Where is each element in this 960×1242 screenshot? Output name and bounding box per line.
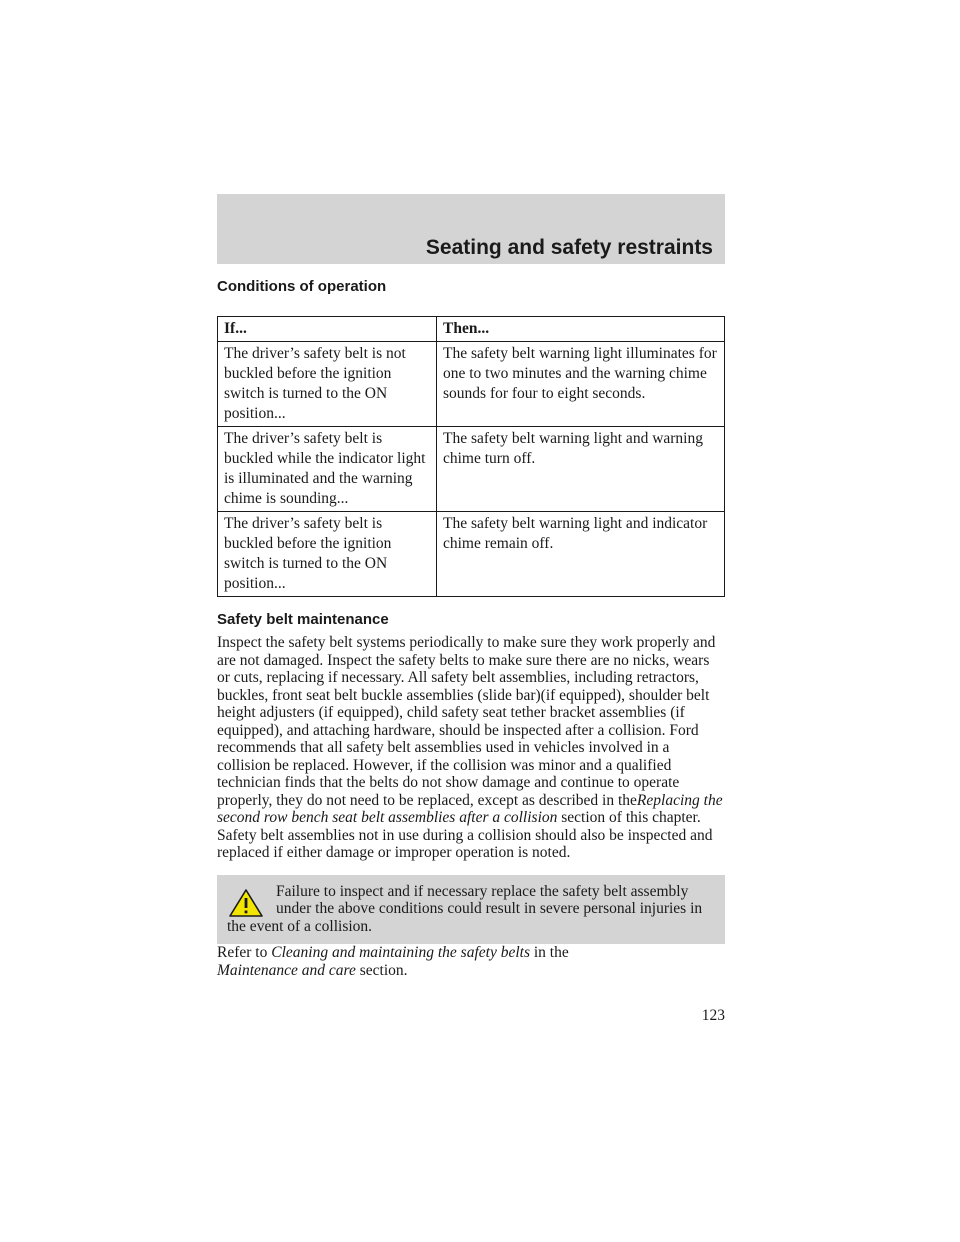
page-section-title: Seating and safety restraints (425, 236, 713, 259)
table-cell-then: The safety belt warning light and indicator chime remain off. (437, 512, 725, 597)
table-cell-if: The driver’s safety belt is buckled while the indicator light is illuminated and the warning chime is sounding... (218, 427, 437, 512)
refer-middle: in the (533, 944, 569, 961)
maintenance-text-part2: section of this chapter. Safety belt assemblies not in use during a collision should also be inspected and replaced if either damage or improper operation is noted. (217, 809, 713, 861)
column-header-then: Then... (437, 317, 725, 342)
page-content (217, 278, 725, 979)
maintenance-paragraph (217, 634, 725, 862)
warning-triangle-icon (228, 888, 264, 918)
refer-paragraph (217, 944, 725, 979)
table-cell-then: The safety belt warning light and warning chime turn off. (437, 427, 725, 512)
table-cell-if: The driver’s safety belt is not buckled before the ignition switch is turned to the ON position... (218, 342, 437, 427)
conditions-heading: Conditions of operation (217, 278, 387, 295)
refer-suffix: section. (359, 961, 408, 979)
table-row (218, 342, 725, 427)
header-band (217, 194, 725, 264)
table-row (218, 512, 725, 597)
refer-prefix: Refer to (217, 944, 268, 961)
conditions-table (217, 316, 725, 597)
table-cell-if: The driver’s safety belt is buckled before the ignition switch is turned to the ON position... (218, 512, 437, 597)
column-header-if: If... (218, 317, 437, 342)
page-number: 123 (701, 1007, 725, 1024)
maintenance-text-part1: Inspect the safety belt systems periodically to make sure they work properly and are not damaged. Inspect the safety belts to make sure there are no nicks, wears or cuts, replacing if necessary. All safety belt assemblies, including retractors, buckles, front seat belt buckle assemblies (slide bar)(if equipped), shoulder belt height adjusters (if equipped), child safety seat tether bracket assemblies (if equipped), and attaching hardware, should be inspected after a collision. Ford recommends that all safety belt assemblies used in vehicles involved in a collision be replaced. However, if the collision was minor and a qualified technician finds that the belts do not show damage and continue to operate properly, they do not need to be replaced, except as described in the (217, 634, 716, 809)
table-cell-then: The safety belt warning light illuminates for one to two minutes and the warning chime sounds for four to eight seconds. (437, 342, 725, 427)
table-header-row (218, 317, 725, 342)
maintenance-crossref: Replacing the second row bench seat belt assemblies after a collision (217, 791, 723, 826)
table-row (218, 427, 725, 512)
maintenance-heading: Safety belt maintenance (217, 611, 389, 628)
warning-text: Failure to inspect and if necessary replace the safety belt assembly under the above conditions could result in severe personal injuries in the event of a collision. (227, 882, 703, 935)
refer-crossref-maintenance: Maintenance and care (217, 961, 356, 979)
refer-crossref-cleaning: Cleaning and maintaining the safety belts (271, 944, 530, 961)
warning-box (217, 875, 725, 945)
